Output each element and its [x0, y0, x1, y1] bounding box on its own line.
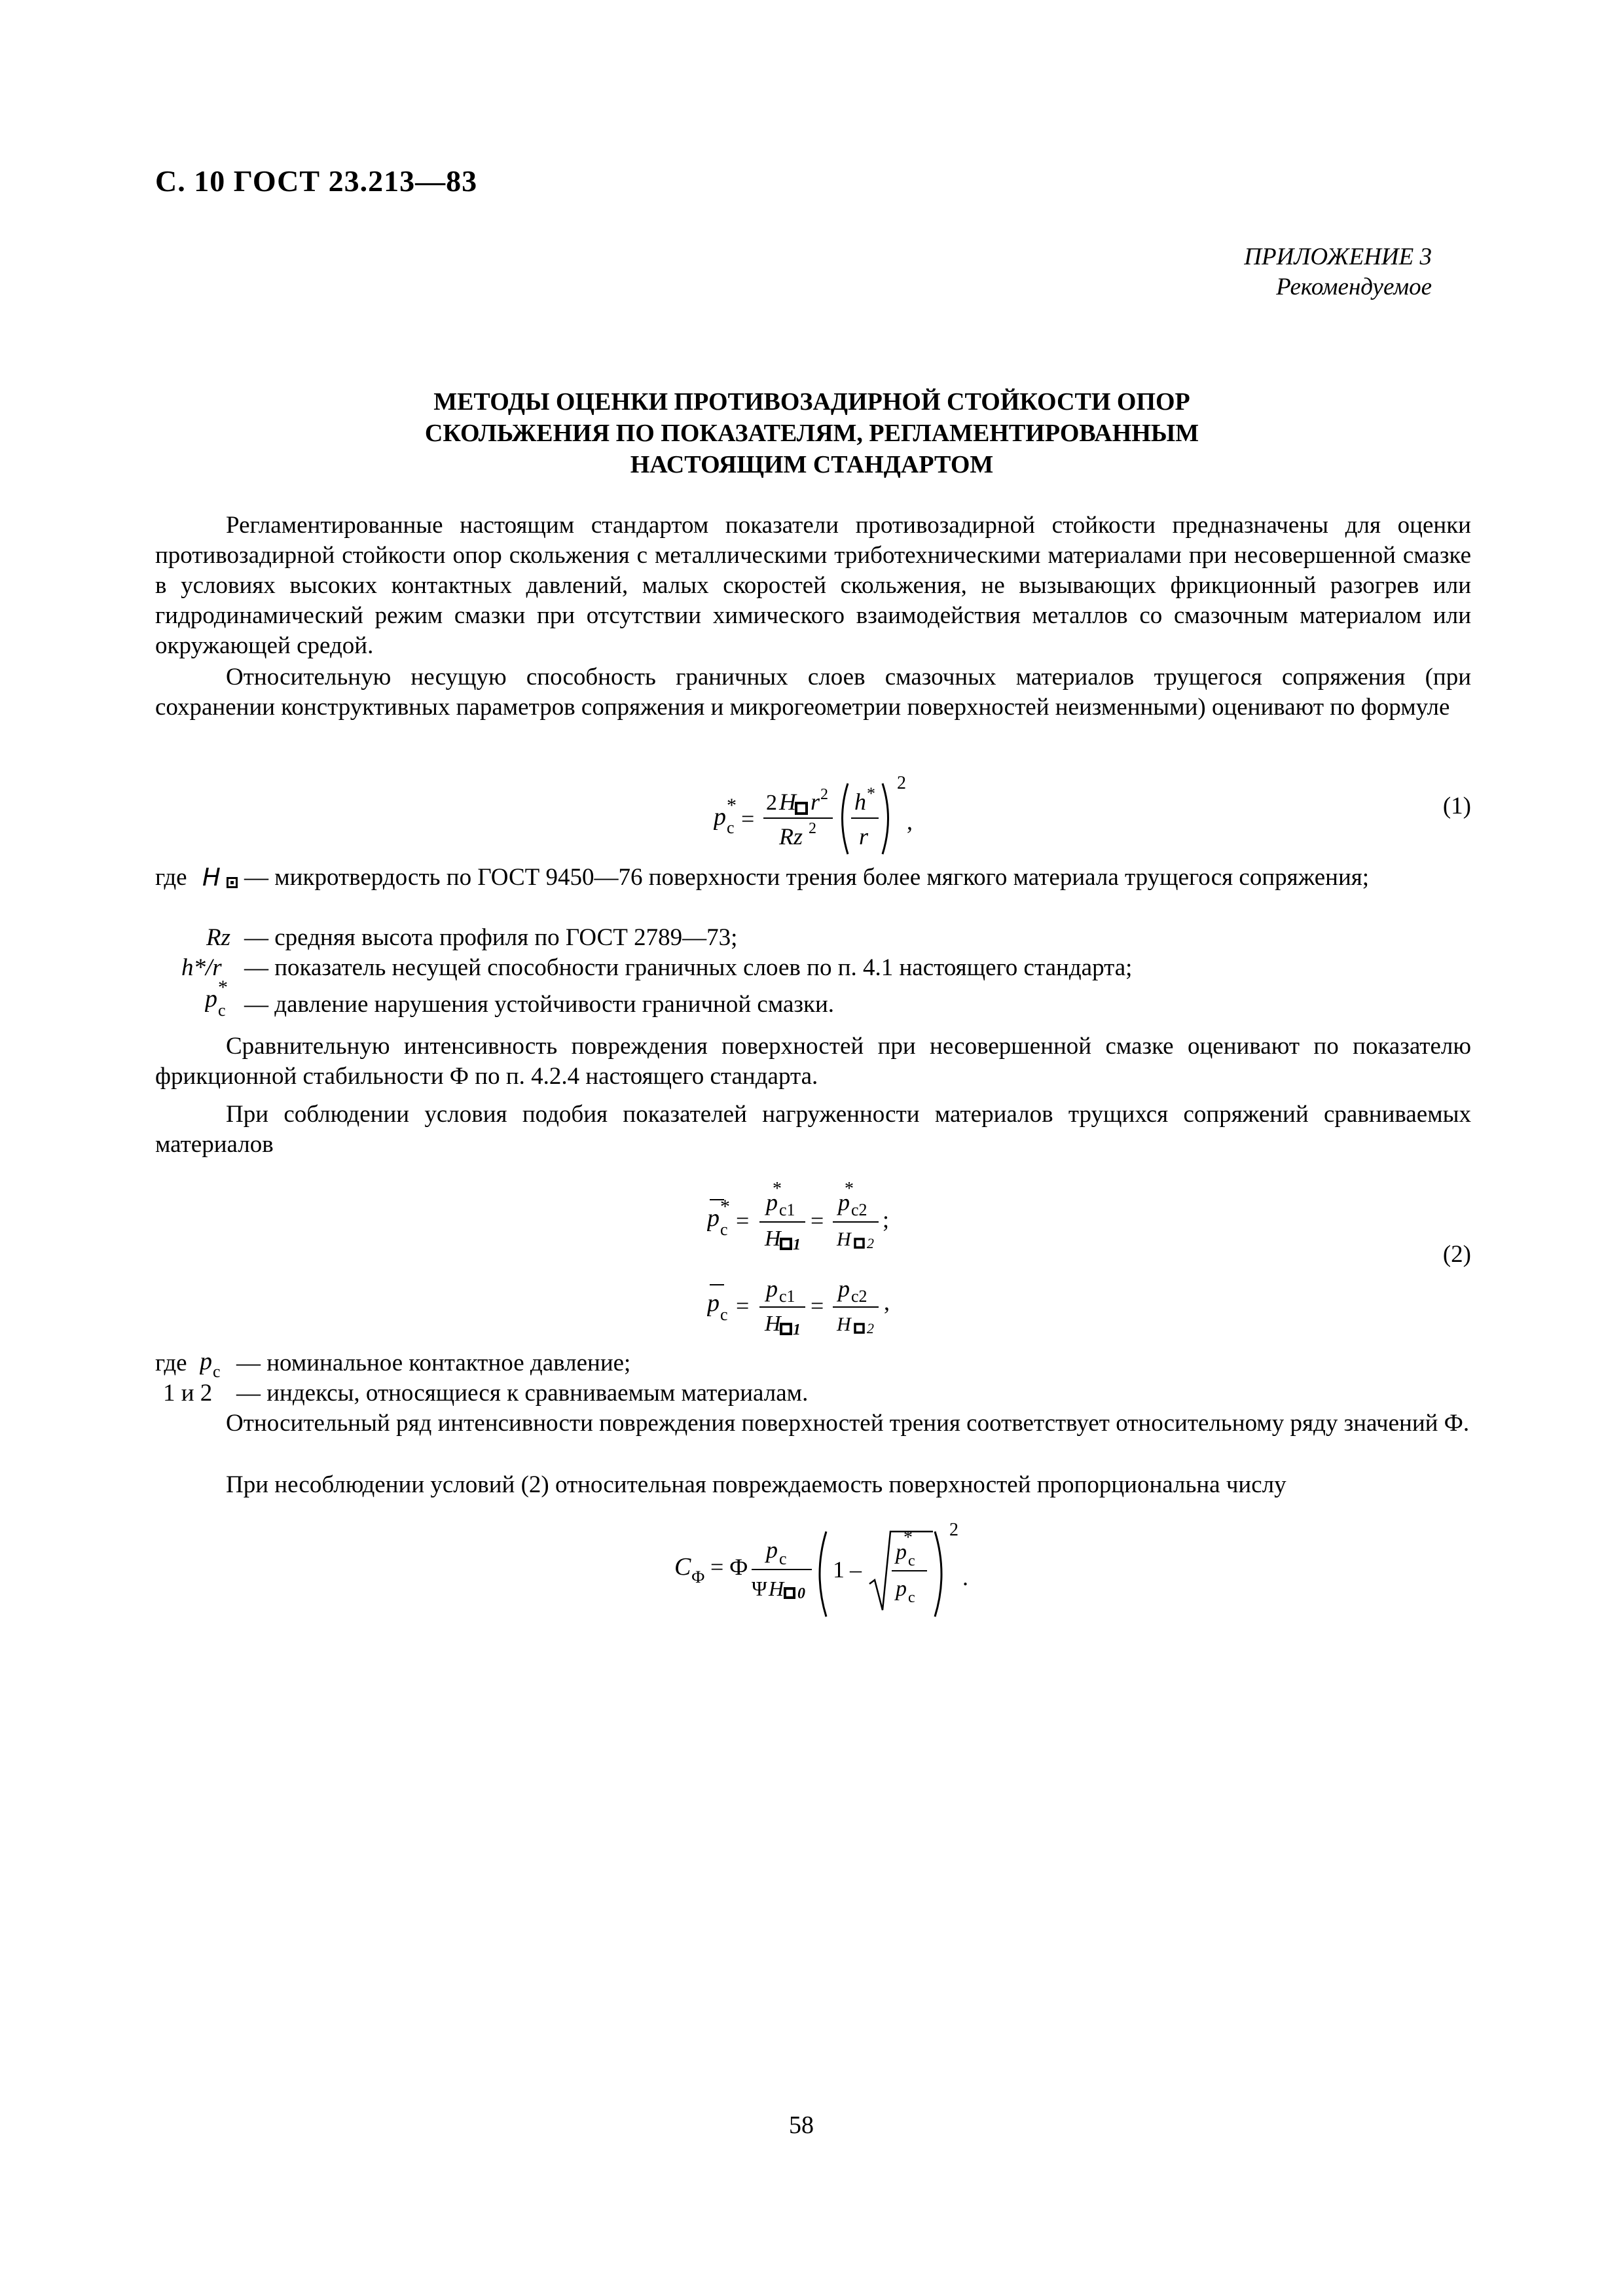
svg-text:=: =	[710, 1554, 724, 1580]
svg-text:p: p	[707, 1204, 720, 1232]
svg-text:,: ,	[884, 1289, 890, 1315]
svg-text:*: *	[845, 1179, 854, 1199]
svg-text:2: 2	[949, 1520, 958, 1540]
svg-text:*: *	[773, 1179, 782, 1199]
definition-1-text	[244, 863, 1471, 893]
svg-text:с: с	[720, 1305, 728, 1324]
section-title	[223, 386, 1401, 480]
equation-1-graphic	[714, 769, 956, 867]
paragraph-3: Сравнительную интенсивность повреждения поверхностей при несовершенной смазке оценивают по показателю фрикционной стабильности Ф по п. 4.2.4 настоящего стандарта.	[155, 1033, 1471, 1090]
svg-text:C: C	[674, 1553, 691, 1581]
paragraph-5: Относительный ряд интенсивности повреждения поверхностей трения соответствует относительному ряду значений Ф.	[226, 1410, 1470, 1437]
equation-1	[714, 769, 956, 873]
svg-text:1: 1	[793, 1321, 801, 1338]
svg-text:2: 2	[766, 791, 777, 815]
symbol-pc-star	[205, 980, 238, 1020]
square-icon	[227, 877, 238, 888]
svg-text:=: =	[811, 1293, 824, 1319]
svg-text:2: 2	[867, 1320, 874, 1336]
svg-text:2: 2	[820, 786, 828, 803]
svg-text:=: =	[736, 1208, 750, 1234]
svg-text:p: p	[766, 1189, 778, 1215]
definition-3-text: — показатель несущей способности граничных слоев по п. 4.1 настоящего стандарта;	[244, 954, 1133, 981]
definition-2-text: — индексы, относящиеся к сравниваемым материалам.	[236, 1380, 809, 1407]
svg-text:,: ,	[907, 808, 913, 834]
svg-text:H: H	[837, 1314, 851, 1335]
svg-text:с: с	[908, 1552, 915, 1570]
definition-where: где	[155, 1350, 187, 1376]
appendix-number: ПРИЛОЖЕНИЕ 3	[1244, 243, 1432, 270]
equation-2	[707, 1175, 943, 1351]
svg-text:;: ;	[883, 1206, 890, 1232]
definition-3-symbol: h*/r	[181, 954, 222, 981]
definitions-1	[155, 863, 1471, 1059]
svg-text:2: 2	[867, 1235, 874, 1251]
svg-text:2: 2	[897, 773, 906, 793]
symbol-pc	[200, 1346, 232, 1381]
appendix-type: Рекомендуемое	[1276, 274, 1432, 300]
svg-text:.: .	[962, 1564, 968, 1590]
svg-text:p: p	[205, 985, 217, 1013]
svg-text:Ψ: Ψ	[752, 1577, 767, 1600]
svg-text:p: p	[766, 1537, 778, 1563]
svg-text:p: p	[896, 1577, 907, 1601]
svg-text:p: p	[838, 1189, 850, 1215]
equation-2-number: (2)	[1442, 1241, 1471, 1268]
definition-2-symbol: 1 и 2	[163, 1380, 213, 1407]
svg-text:Ф: Ф	[729, 1554, 748, 1580]
definition-2-text: — средняя высота профиля по ГОСТ 2789—73;	[244, 924, 738, 951]
svg-text:с: с	[779, 1549, 787, 1568]
svg-text:1: 1	[793, 1236, 801, 1253]
svg-text:Ф: Ф	[691, 1568, 705, 1587]
svg-text:Rz: Rz	[779, 823, 803, 850]
svg-text:H: H	[765, 1312, 781, 1336]
svg-text:H: H	[769, 1577, 784, 1600]
svg-text:с: с	[720, 1220, 728, 1239]
title-line: СКОЛЬЖЕНИЯ ПО ПОКАЗАТЕЛЯМ, РЕГЛАМЕНТИРОВАННЫМ	[424, 420, 1199, 447]
paragraph-1: Регламентированные настоящим стандартом показатели противозадирной стойкости предназначены для оценки противозадирной стойкости опор скольжения с металлическими триботехническими материалами при несовершенной смазке в условиях высоких контактных давлений, малых скоростей скольжения, не вызывающих фрикционный разогрев или гидродинамический режим смазки при отсутствии химического взаимодействия металлов со смазочным материалом или окружающей средой.	[155, 512, 1471, 659]
svg-text:с2: с2	[851, 1287, 867, 1306]
svg-text:с1: с1	[779, 1287, 795, 1306]
svg-text:с: с	[727, 818, 735, 837]
svg-text:с: с	[213, 1362, 221, 1381]
svg-text:*: *	[727, 795, 737, 816]
symbol-h-box: H	[202, 863, 238, 893]
svg-text:=: =	[811, 1208, 824, 1234]
svg-text:H: H	[765, 1227, 781, 1251]
definition-2-symbol: Rz	[206, 924, 230, 951]
paragraph-2: Относительную несущую способность граничных слоев смазочных материалов трущегося сопряжения (при сохранении конструктивных параметров сопряжения и микрогеометрии поверхностей неизменными) оценивают по формуле	[155, 664, 1471, 721]
svg-text:p: p	[707, 1289, 720, 1317]
svg-text:r: r	[811, 789, 820, 815]
svg-text:1: 1	[833, 1556, 845, 1583]
paragraph-4: При соблюдении условия подобия показателей нагруженности материалов трущихся сопряжений сравниваемых материалов	[155, 1101, 1471, 1158]
equation-3-graphic	[674, 1512, 1002, 1623]
svg-text:p: p	[766, 1276, 778, 1302]
svg-text:=: =	[736, 1293, 750, 1319]
svg-text:r: r	[859, 823, 869, 850]
svg-text:с: с	[908, 1589, 915, 1606]
svg-text:p: p	[896, 1540, 907, 1564]
svg-text:*: *	[218, 980, 228, 998]
page-number: 58	[789, 2111, 814, 2139]
svg-text:p: p	[200, 1348, 212, 1375]
svg-text:*: *	[903, 1528, 913, 1548]
paragraph-6: При несоблюдении условий (2) относительная повреждаемость поверхностей пропорциональна числу	[226, 1471, 1286, 1498]
definition-where: где	[155, 864, 187, 891]
svg-text:0: 0	[797, 1585, 805, 1602]
svg-text:с: с	[218, 1001, 226, 1020]
svg-text:=: =	[741, 806, 755, 832]
definition-1-text: — номинальное контактное давление;	[236, 1350, 631, 1376]
equation-2-graphic	[707, 1175, 943, 1345]
definition-1-body: — микротвердость по ГОСТ 9450—76 поверхности трения более мягкого материала трущегося сопряжения;	[244, 864, 1370, 891]
svg-text:*: *	[720, 1196, 730, 1217]
definition-4-symbol	[205, 980, 238, 1028]
page-header: С. 10 ГОСТ 23.213—83	[155, 164, 478, 198]
svg-text:2: 2	[809, 820, 816, 837]
svg-text:h: h	[854, 789, 866, 815]
svg-text:с2: с2	[851, 1200, 867, 1219]
appendix-label	[1244, 242, 1432, 302]
svg-text:p: p	[714, 803, 726, 831]
svg-text:p: p	[838, 1276, 850, 1302]
svg-text:H: H	[779, 789, 796, 815]
title-line: НАСТОЯЩИМ СТАНДАРТОМ	[630, 451, 994, 478]
svg-text:с1: с1	[779, 1200, 795, 1219]
svg-text:*: *	[867, 784, 875, 803]
definitions-2	[155, 1348, 1471, 1414]
svg-text:–: –	[850, 1556, 862, 1583]
equation-3	[674, 1512, 1002, 1629]
equation-1-number: (1)	[1442, 793, 1471, 819]
title-line: МЕТОДЫ ОЦЕНКИ ПРОТИВОЗАДИРНОЙ СТОЙКОСТИ ОПОР	[433, 388, 1190, 416]
svg-text:H: H	[837, 1229, 851, 1250]
definition-4-text: — давление нарушения устойчивости граничной смазки.	[244, 991, 835, 1018]
